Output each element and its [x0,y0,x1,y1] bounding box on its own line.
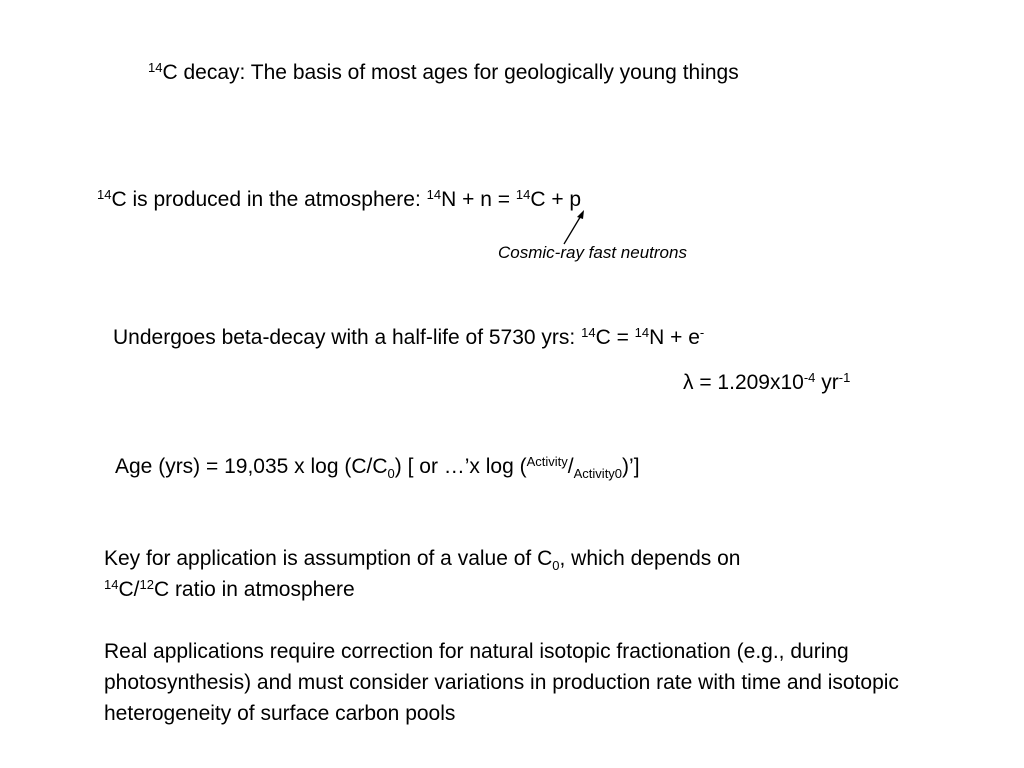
decay-text-3: N + e [649,326,700,349]
decay-sup-3: - [699,324,705,340]
decay-text-2: C = [595,326,635,349]
age-equation [115,454,640,479]
age-slash: / [567,455,574,478]
production-sup-2: 14 [426,186,442,202]
lambda-text-2: yr [815,371,839,394]
key-sup-1: 14 [104,576,119,592]
key-text-1: Key for application is assumption of a value of C [104,547,553,570]
key-text-2: , which depends on [559,547,741,570]
neutron-annotation: Cosmic-ray fast neutrons [498,243,687,262]
title-text: C decay: The basis of most ages for geologically young things [162,61,739,84]
age-text-3: )’] [622,455,640,478]
decay-sup-1: 14 [581,324,596,340]
production-text-2: N + n = [441,188,516,211]
production-sup-3: 14 [515,186,531,202]
production-text-1: C is produced in the atmosphere: [111,188,427,211]
production-equation [97,187,581,212]
key-text-4: C ratio in atmosphere [153,578,355,601]
lambda-text-1: = 1.209x10 [693,371,804,394]
decay-constant [683,370,850,395]
age-text-1: Age (yrs) = 19,035 x log (C/C [115,455,388,478]
key-sup-2: 12 [139,576,154,592]
age-text-2: ) [ or …’x log ( [394,455,527,478]
real-applications-paragraph: Real applications require correction for natural isotopic fractionation (e.g., during photosynthesis) and must consider variations in production rate with time and isotopic heterogeneity of surface carbon pools [104,640,899,725]
production-sup-1: 14 [97,186,112,202]
lambda-symbol: λ [683,371,694,394]
title-superscript: 14 [148,59,163,75]
decay-equation [113,325,704,350]
age-sub-1: 0 [387,465,395,481]
key-text-3: C/ [118,578,140,601]
decay-sup-2: 14 [634,324,650,340]
lambda-sup-1: -4 [803,369,816,385]
lambda-sup-2: -1 [838,369,851,385]
decay-text-1: Undergoes beta-decay with a half-life of 5730 yrs: [113,326,582,349]
key-paragraph [104,543,934,605]
production-text-3: C + p [530,188,582,211]
age-sub-activity0: Activity0 [573,465,623,481]
slide-title [148,60,739,85]
age-sup-activity: Activity [526,453,568,469]
key-sub-1: 0 [552,557,560,573]
